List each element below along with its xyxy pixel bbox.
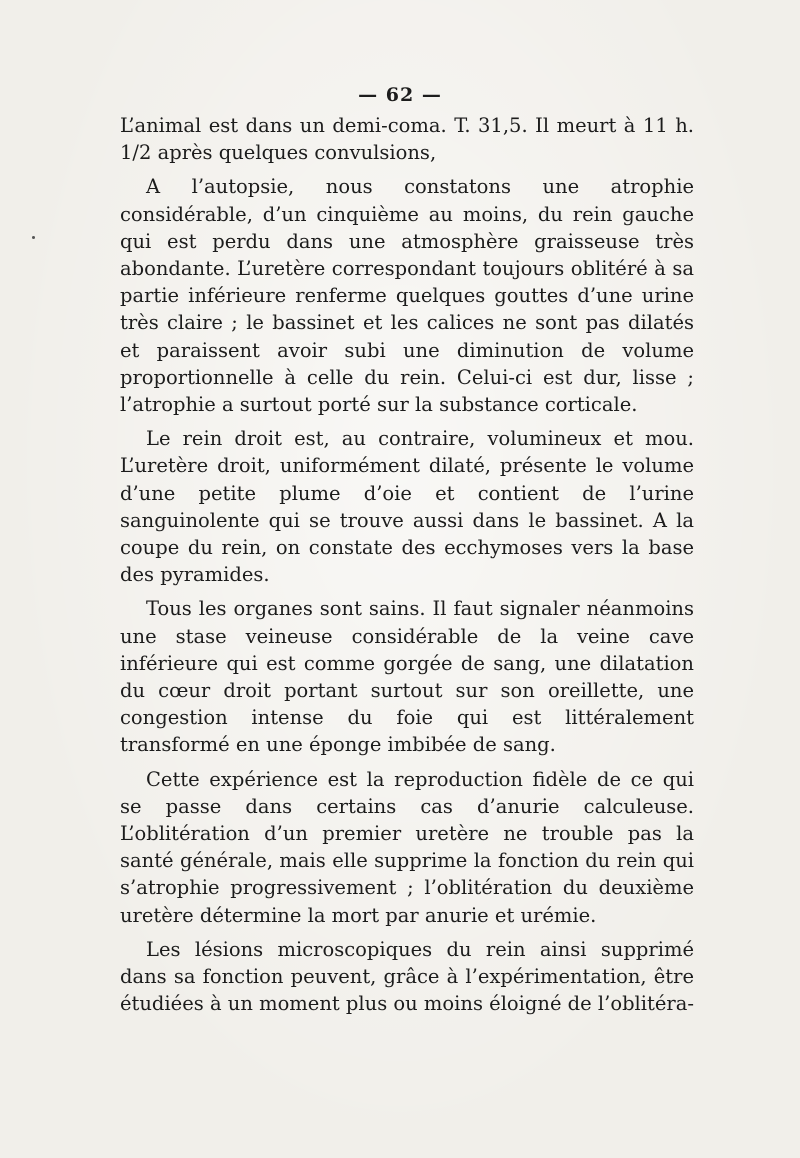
body-text [120,112,694,1025]
paragraph-2: A l’autopsie, nous constatons une atrophie considérable, d’un cinquième au moins, du rein gauche qui est perdu dans une atmosphère graisseuse très abondante. L’uretère correspondant toujours oblitéré à sa partie inférieure renferme quelques gouttes d’une urine très claire ; le bassinet et les calices ne sont pas dilatés et paraissent avoir subi une diminution de volume proportionnelle à celle du rein. Celui-ci est dur, lisse ; l’atrophie a surtout porté sur la substance corticale. [120,175,694,417]
paragraph-4: Tous les organes sont sains. Il faut signaler néanmoins une stase veineuse considérable de la veine cave inférieure qui est comme gorgée de sang, une dilatation du cœur droit portant surtout sur son oreillette, une congestion intense du foie qui est littéralement transformé en une éponge imbibée de sang. [120,597,694,757]
scan-speck [32,236,35,239]
paragraph-1: L’animal est dans un demi-coma. T. 31,5. Il meurt à 11 h. 1/2 après quelques convulsions, [120,114,694,165]
paragraph-5: Cette expérience est la reproduction fidèle de ce qui se passe dans certains cas d’anurie calculeuse. L’oblitération d’un premier uretère ne trouble pas la santé générale, mais elle supprime la fonction du rein qui s’atrophie progressivement ; l’oblitération du deuxième uretère détermine la mort par anurie et urémie. [120,767,694,927]
paragraph-6: Les lésions microscopiques du rein ainsi supprimé dans sa fonction peuvent, grâce à l’expérimentation, être étudiées à un moment plus ou moins éloigné de l’oblitéra- [120,937,694,1016]
page-number: — 62 — [358,84,442,106]
paragraph-3: Le rein droit est, au contraire, volumineux et mou. L’uretère droit, uniformément dilaté, présente le volume d’une petite plume d’oie et contient de l’urine sanguinolente qui se trouve aussi dans le bassinet. A la coupe du rein, on constate des ecchymoses vers la base des pyramides. [120,427,694,587]
